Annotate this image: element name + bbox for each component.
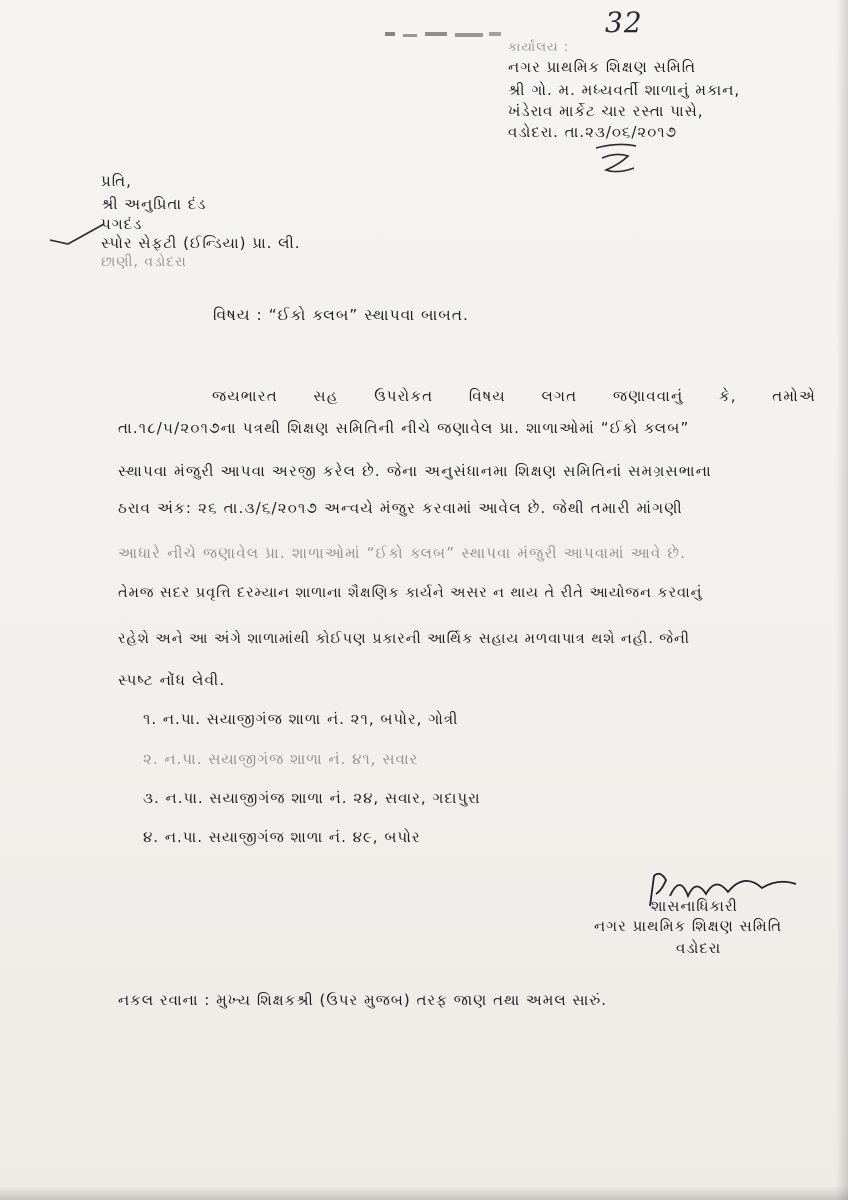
tick-mark (48, 218, 108, 248)
scan-noise-marks (385, 20, 505, 50)
school-item-3: ૩. ન.પા. સયાજીગંજ શાળા નં. ૨૪, સવાર, ગદાપુરા (143, 789, 481, 807)
body-word: કે, (718, 387, 737, 405)
body-line-2: તા.૧૮/૫/૨૦૧૭ના પત્રથી શિક્ષણ સમિતિની નીચે જણાવેલ પ્રા. શાળાઓમાં “ઈકો ક્લબ” (118, 419, 690, 437)
handwritten-page-number: 32 (605, 6, 643, 39)
addressee-company: સ્પોર સેફટી (ઈન્ડિયા) પ્રા. લી. (101, 234, 301, 252)
office-prefix: કાર્યાલય : (508, 40, 570, 55)
header-street: ખંડેરાવ માર્કેટ ચાર રસ્તા પાસે, (508, 102, 704, 120)
body-word: તમોએ (772, 387, 816, 405)
body-word: સહ (313, 387, 339, 405)
body-word: લગત (541, 387, 578, 405)
signature-title: શાસનાધિકારી (651, 897, 738, 915)
addressee-location: છાણી, વડોદરા (101, 254, 187, 270)
header-city-date: વડોદરા. તા.૨૩/૦૬/૨૦૧૭ (508, 123, 678, 141)
body-line-3: સ્થાપવા મંજુરી આપવા અરજી કરેલ છે. જેના અનુસંધાનમા શિક્ષણ સમિતિનાં સમગ્રસભાના (118, 462, 712, 480)
handwritten-initials (588, 140, 648, 180)
body-line-1 (212, 387, 816, 405)
header-building: શ્રી ગો. મ. મધ્યવર્તી શાળાનું મકાન, (508, 81, 741, 99)
subject-line: વિષય : “ઈકો ક્લબ” સ્થાપવા બાબત. (213, 306, 469, 324)
signature-city: વડોદરા (676, 939, 722, 957)
header-org: નગર પ્રાથમિક શિક્ષણ સમિતિ (508, 58, 697, 76)
body-line-8: સ્પષ્ટ નોંધ લેવી. (118, 671, 226, 689)
body-word: વિષય (468, 387, 506, 405)
body-line-5: આધારે નીચે જણાવેલ પ્રા. શાળાઓમાં “ઈકો ક્લબ” સ્થાપવા મંજુરી આપવામાં આવે છે. (118, 544, 687, 562)
addressee-to: પ્રતિ, (101, 172, 132, 190)
addressee-name: શ્રી અનુપ્રિતા દંડ (101, 195, 207, 213)
body-line-6: તેમજ સદર પ્રવૃત્તિ દરમ્યાન શાળાના શૈક્ષણિક કાર્યને અસર ન થાય તે રીતે આયોજન કરવાનું (118, 584, 703, 601)
body-word: જણાવવાનું (612, 387, 684, 405)
addressee-designation: પગદંડ (101, 215, 143, 233)
body-word: ઉપરોકત (374, 387, 434, 405)
body-line-7: રહેશે અને આ અંગે શાળામાંથી કોઈપણ પ્રકારની આર્થિક સહાય મળવાપાત્ર થશે નહી. જેની (118, 630, 690, 647)
school-item-2: ૨. ન.પા. સયાજીગંજ શાળા નં. ૪૧, સવાર (143, 750, 419, 768)
body-word: જયભારત (212, 387, 278, 405)
school-item-4: ૪. ન.પા. સયાજીગંજ શાળા નં. ૪૯, બપોર (143, 828, 421, 846)
page-bottom-shadow (0, 1186, 848, 1200)
signature-org: નગર પ્રાથમિક શિક્ષણ સમિતિ (594, 917, 783, 935)
page-edge-shadow (836, 0, 848, 1200)
body-line-4: ઠરાવ અંક: ૨૬ તા.૩/૬/૨૦૧૭ અન્વયે મંજુર કરવામાં આવેલ છે. જેથી તમારી માંગણી (118, 499, 683, 517)
school-item-1: ૧. ન.પા. સયાજીગંજ શાળા નં. ૨૧, બપોર, ગોત્રી (143, 710, 459, 728)
copy-forwarding-note: નકલ રવાના : મુખ્ય શિક્ષકશ્રી (ઉપર મુજબ) તરફ જાણ તથા અમલ સારું. (118, 991, 608, 1009)
